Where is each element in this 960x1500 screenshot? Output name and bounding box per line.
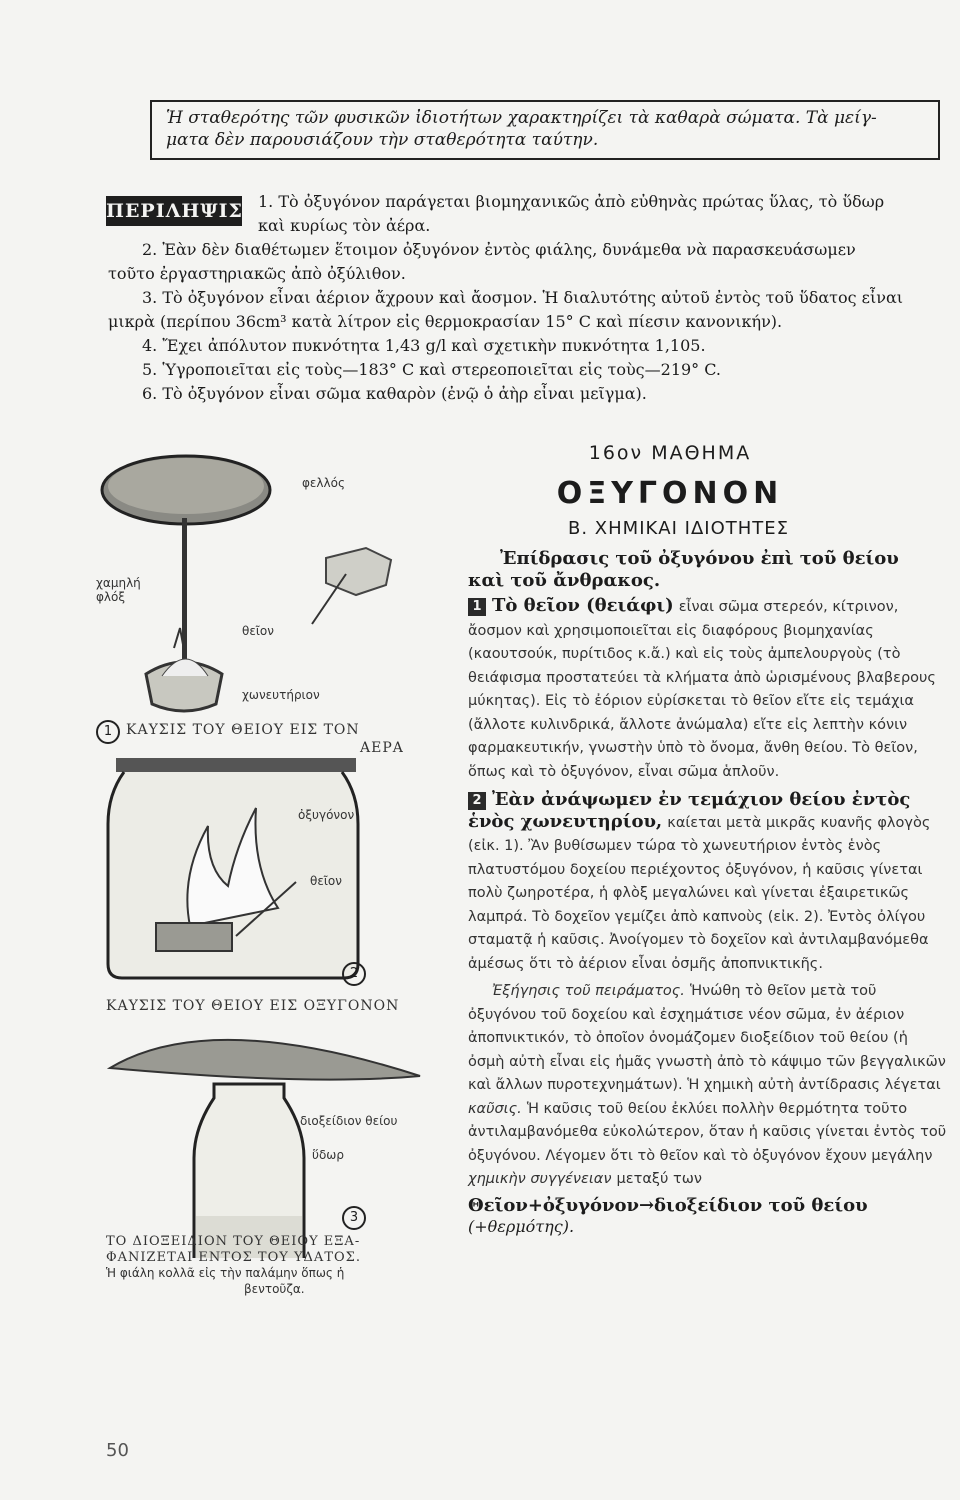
summary-line: καὶ κυρίως τὸν ἀέρα. (258, 216, 431, 235)
fig1-number: 1 (96, 720, 120, 744)
summary-line: 3. Τὸ ὀξυγόνον εἶναι ἀέριον ἄχρουν καὶ ἄοσμον. Ἡ διαλυτότης αὐτοῦ ἐντὸς τοῦ ὕδατος εἶναι (142, 288, 904, 307)
paragraph-number: 2 (468, 792, 486, 810)
fig3-number: 3 (342, 1206, 366, 1230)
summary-line: τοῦτο ἐργαστηριακῶς ἀπὸ ὀξύλιθον. (108, 264, 406, 283)
fig1-illustration (96, 448, 446, 718)
fig3-illustration (96, 1028, 446, 1258)
summary-line: 5. Ὑγροποιεῖται εἰς τοὺς—183° C καὶ στερεοποιεῖται εἰς τοὺς—219° C. (142, 360, 722, 379)
explanation-label: Ἐξήγησις τοῦ πειράματος. (492, 983, 685, 999)
italic-term: καῦσις. (468, 1100, 522, 1117)
summary-line: 6. Τὸ ὀξυγόνον εἶναι σῶμα καθαρὸν (ἐνῷ ὁ ἀὴρ εἶναι μεῖγμα). (142, 384, 647, 403)
fig3-caption: ΤΟ ΔΙΟΞΕΙΔΙΟΝ ΤΟΥ ΘΕΙΟΥ ΕΞΑ- (106, 1234, 361, 1249)
equation-line (468, 1195, 948, 1238)
paragraph-text: Ἡνώθη τὸ θεῖον μετὰ τοῦ ὀξυγόνου τοῦ δοχείου καὶ ἐσχημάτισε νέον σῶμα, ἐν ἀέριον ἀποπνικτικόν, τὸ ὁποῖον ὀνομάζομεν διοξείδιον τοῦ θείου (ἡ ὀσμὴ αὐτὴ εἶναι εἰς ἡμᾶς γνωστὴ ἀπὸ τὸ κάψιμο τῶν βεγγαλικῶν καὶ ἄλλων πυροτεχνημάτων). Ἡ χημικὴ αὐτὴ ἀντίδρασις λέγεται (468, 983, 946, 1093)
equation-note: (+θερμότης). (468, 1217, 575, 1236)
summary-line: 2. Ἐὰν δὲν διαθέτωμεν ἕτοιμον ὀξυγόνον ἐντὸς φιάλης, δυνάμεθα νὰ παρασκευάσωμεν (142, 240, 856, 259)
summary-list (108, 190, 940, 406)
note-box (150, 100, 940, 160)
note-line: Ἡ σταθερότης τῶν φυσικῶν ἰδιοτήτων χαρακτηρίζει τὰ καθαρὰ σώματα. Τὰ μείγ- (166, 108, 877, 128)
paragraph-number: 1 (468, 598, 486, 616)
fig2-illustration (96, 758, 446, 988)
fig3-caption: ΦΑΝΙΖΕΤΑΙ ΕΝΤΟΣ ΤΟΥ ΥΔΑΤΟΣ. (106, 1250, 361, 1265)
paragraph-text: Ἡ καῦσις τοῦ θείου ἐκλύει πολλὴν θερμότητα τοῦτο ἀντιλαμβανόμεθα εὐκολώτερον, ὅταν ἡ καῦσις γίνεται ἐντὸς τοῦ ὀξυγόνου. Λέγομεν ὅτι τὸ θεῖον καὶ τὸ ὀξυγόνον ἔχουν μεγάλην (468, 1100, 947, 1164)
lesson-number: 16ον ΜΑΘΗΜΑ (588, 442, 752, 464)
label-water: ὕδωρ (312, 1148, 344, 1162)
summary-line: 4. Ἔχει ἀπόλυτον πυκνότητα 1,43 g/l καὶ σχετικὴν πυκνότητα 1,105. (142, 336, 706, 355)
fig1-caption: ΚΑΥΣΙΣ ΤΟΥ ΘΕΙΟΥ ΕΙΣ ΤΟΝ (126, 722, 360, 738)
paragraph-3 (468, 979, 948, 1191)
label-sulfur: θεῖον (242, 624, 274, 638)
fig3-caption: βεντοῦζα. (244, 1282, 305, 1296)
figures-column (96, 448, 446, 1448)
fig2-number: 2 (342, 962, 366, 986)
page-number: 50 (106, 1440, 129, 1461)
note-line: ματα δὲν παρουσιάζουν τὴν σταθερότητα ταύτην. (166, 130, 599, 150)
paragraph-text: μεταξύ των (616, 1171, 702, 1187)
paragraph-2 (468, 789, 948, 975)
sub-heading-line: Ἐπίδρασις τοῦ ὀξυγόνου ἐπὶ τοῦ θείου (500, 548, 899, 569)
paragraph-1 (468, 595, 948, 783)
summary-line: μικρὰ (περίπου 36cm³ κατὰ λίτρον εἰς θερμοκρασίαν 15° C καὶ πίεσιν κανονικήν). (108, 312, 783, 331)
paragraph-lead: Τὸ θεῖον (θειάφι) (492, 595, 674, 616)
lesson-body (468, 548, 948, 1238)
fig3-caption: Ἡ φιάλη κολλᾶ εἰς τὴν παλάμην ὅπως ἡ (106, 1266, 345, 1280)
fig1-caption: ΑΕΡΑ (360, 740, 404, 756)
lesson-title: ΟΞΥΓΟΝΟΝ (556, 476, 784, 511)
paragraph-lead: Ἐὰν ἀνάψωμεν ἐν τεμάχιον θείου ἐντὸς ἑνὸς χωνευτηρίου, (468, 789, 911, 832)
label-cork: φελλός (302, 476, 345, 490)
fig2-caption: ΚΑΥΣΙΣ ΤΟΥ ΘΕΙΟΥ ΕΙΣ ΟΞΥΓΟΝΟΝ (106, 998, 400, 1014)
section-heading: Β. ΧΗΜΙΚΑΙ ΙΔΙΟΤΗΤΕΣ (568, 518, 790, 539)
paragraph-text: εἶναι σῶμα στερεόν, κίτρινον, ἄοσμον καὶ χρησιμοποιεῖται εἰς διαφόρους βιομηχανίας (καουτσούκ, πυρίτιδος κ.ἄ.) καὶ εἰς τοὺς ἀμπελουργοὺς (τὸ θειάφισμα προστατεύει τὰ κλήματα ἀπὸ ὡρισμένους βλαβερους μύκητας). Εἰς τὸ ἐόριον εὑρίσκεται τὸ θεῖον εἴτε εἰς τεμάχια (ἄλλοτε κυλινδρικά, ἄλλοτε ἀνώμαλα) εἴτε εἰς λεπτὴν κόνιν φαρμακευτικήν, γνωστὴν ὑπὸ τὸ ὄνομα, ἄνθη θείου. Τὸ θεῖον, ὅπως καὶ τὸ ὀξυγόνον, εἶναι σῶμα ἁπλοῦν. (468, 599, 936, 780)
label-crucible: χωνευτήριον (242, 688, 320, 702)
summary-badge: ΠΕΡΙΛΗΨΙΣ (106, 196, 242, 226)
sub-heading-line: καὶ τοῦ ἄνθρακος. (468, 569, 661, 591)
summary-line: 1. Τὸ ὀξυγόνον παράγεται βιομηχανικῶς ἀπὸ εὐθηνὰς πρώτας ὕλας, τὸ ὕδωρ (258, 192, 885, 211)
equation: Θεῖον+ὀξυγόνον→διοξείδιον τοῦ θείου (468, 1194, 868, 1216)
label-so2: διοξείδιον θείου (300, 1114, 398, 1128)
label-low-flame: χαμηλή φλόξ (96, 576, 141, 604)
paragraph-text: καίεται μετὰ μικρᾶς κυανῆς φλογὸς (εἰκ. 1). Ἂν βυθίσωμεν τώρα τὸ χωνευτήριον ἐντὸς ἑνὸς πλατυστόμου δοχείου περιέχοντος ὀξυγόνον, ἡ καῦσις γίνεται πολὺ ζωηροτέρα, ἡ φλὸξ μεγαλώνει καὶ γίνεται ἐξαιρετικῶς λαμπρά. Τὸ δοχεῖον γεμίζει ἀπὸ καπνοὺς (εἰκ. 2). Ἐντὸς ὀλίγου σταματᾷ ἡ καῦσις. Ἀνοίγομεν τὸ δοχεῖον καὶ ἀντιλαμβανόμεθα ἀμέσως ὅτι τὸ ἀέριον εἶναι ὀσμῆς ἀποπνικτικῆς. (468, 814, 931, 972)
italic-term: χημικὴν συγγένειαν (468, 1171, 612, 1187)
label-sulfur-2: θεῖον (310, 874, 342, 888)
sub-heading (468, 548, 948, 591)
label-oxygen: ὀξυγόνον (298, 808, 355, 822)
